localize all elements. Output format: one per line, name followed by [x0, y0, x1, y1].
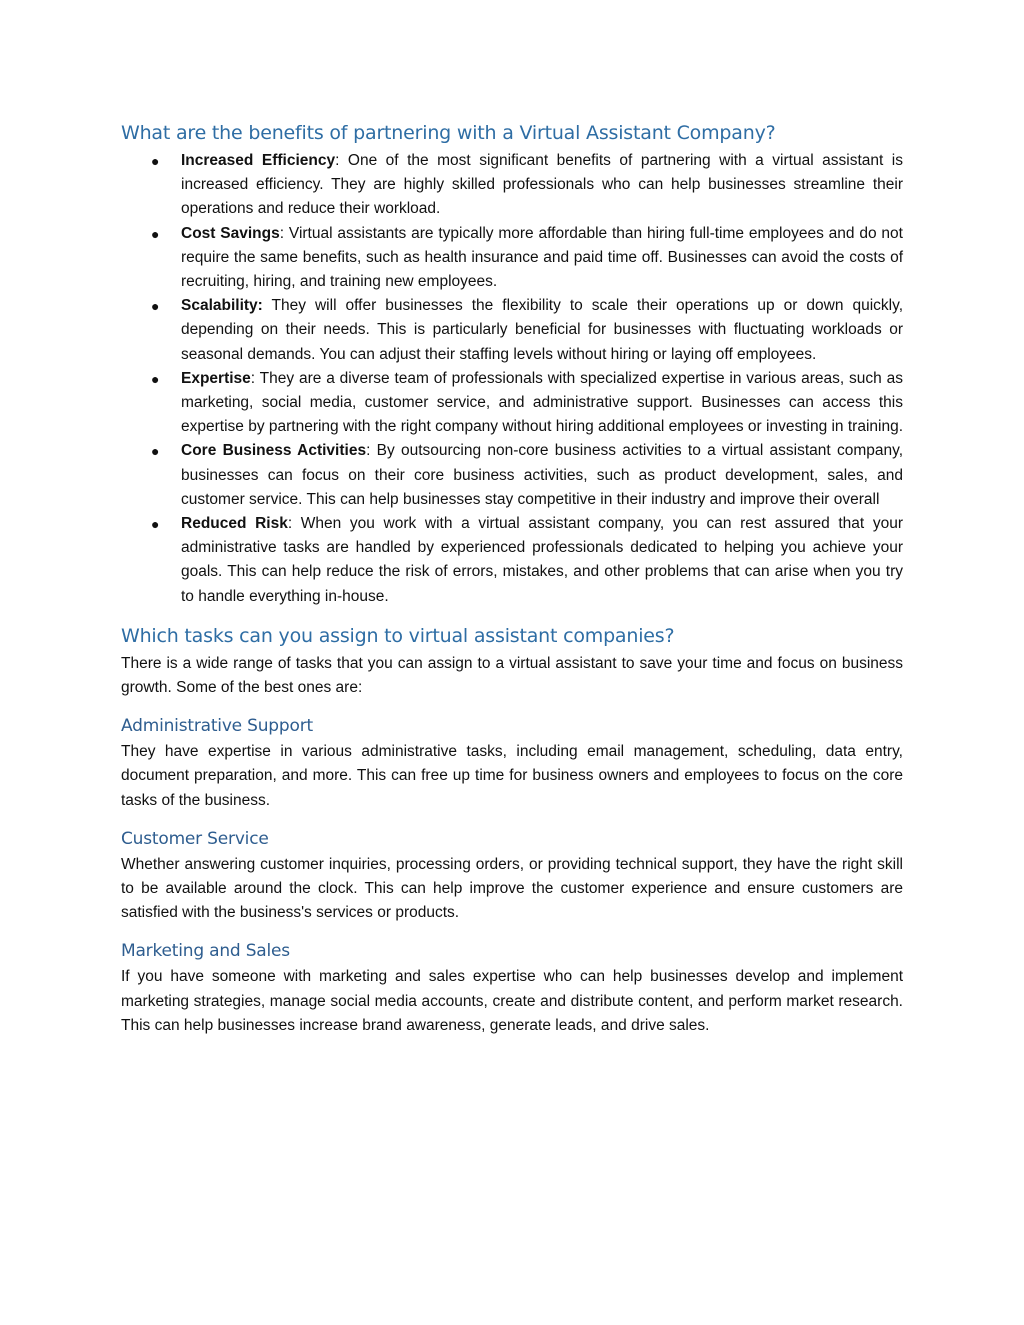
document-page — [121, 120, 903, 1052]
item-text: They will offer businesses the flexibility to scale their operations up or down quickly, depending on their needs. This is particularly beneficial for businesses with fluctuating workloads or seasonal demands. You can adjust their staffing levels without hiring or laying off employees. — [181, 297, 903, 363]
list-item — [121, 294, 903, 367]
subsection-heading: Marketing and Sales — [121, 941, 290, 962]
list-item: ● Expertise: They are a diverse team of professionals with specialized expertise in various areas, such as marketing, social media, customer service, and administrative support. Businesses can access this expertise by partnering with the right company without hiring additional employees or investing in training. — [121, 367, 903, 440]
list-item: ● Reduced Risk: When you work with a virtual assistant company, you can rest assured that your administrative tasks are handled by experienced professionals dedicated to helping you achieve your goals. This can help reduce the risk of errors, mistakes, and other problems that can arise when you try to handle everything in-house. — [121, 512, 903, 609]
item-text: Virtual assistants are typically more affordable than hiring full-time employees and do not require the same benefits, such as health insurance and paid time off. Businesses can avoid the costs of recruiting, hiring, and training new employees. — [181, 224, 903, 291]
item-title: Core Business Activities — [181, 442, 367, 460]
item-text: They are a diverse team of professionals with specialized expertise in various areas, such as marketing, social media, customer service, and administrative support. Businesses can access this expertise by partnering with the right company without hiring additional employees or investing in training. — [181, 369, 904, 436]
item-text: One of the most significant benefits of partnering with a virtual assistant is increased efficiency. They are highly skilled professionals who can help businesses streamline their operations and reduce their workload. — [181, 152, 903, 218]
item-title: Expertise — [181, 369, 251, 387]
list-item: ● Increased Efficiency: One of the most significant benefits of partnering with a virtual assistant is increased efficiency. They are highly skilled professionals who can help businesses streamline their operations and reduce their workload. — [121, 149, 903, 222]
subsection-administrative-support — [121, 714, 903, 813]
bullet-icon: ● — [151, 370, 160, 387]
item-title: Scalability: — [181, 297, 263, 315]
benefits-heading: What are the benefits of partnering with a Virtual Assistant Company? — [121, 122, 776, 144]
subsection-text: They have expertise in various administrative tasks, including email management, scheduling, data entry, document preparation, and more. This can free up time for business owners and employees to focus on the core tasks of the business. — [121, 743, 903, 809]
subsection-text: If you have someone with marketing and sales expertise who can help businesses develop and implement marketing strategies, manage social media accounts, create and distribute content, and perform market research. This can help businesses increase brand awareness, generate leads, and drive sales. — [121, 968, 903, 1034]
bullet-icon: ● — [151, 153, 160, 169]
subsection-heading: Customer Service — [121, 828, 269, 849]
item-title: Cost Savings — [181, 224, 280, 242]
bullet-icon: ● — [151, 516, 160, 533]
list-item: ● Cost Savings: Virtual assistants are typically more affordable than hiring full-time employees and do not require the same benefits, such as health insurance and paid time off. Businesses can avoid the costs of recruiting, hiring, and training new employees. — [121, 222, 903, 295]
subsection-heading: Administrative Support — [121, 716, 313, 737]
bullet-icon: ● — [151, 225, 160, 242]
benefits-list — [121, 149, 903, 609]
subsection-marketing-and-sales — [121, 939, 903, 1038]
subsection-customer-service — [121, 827, 903, 926]
list-item: ● Core Business Activities: By outsourcing non-core business activities to a virtual assistant company, businesses can focus on their core business activities, such as product development, sales, and customer service. This can help businesses stay competitive in their industry and improve their overall — [121, 439, 903, 512]
item-title: Increased Efficiency — [181, 152, 336, 169]
item-text: When you work with a virtual assistant company, you can rest assured that your administrative tasks are handled by experienced professionals dedicated to helping you achieve your goals. This can help reduce the risk of errors, mistakes, and other problems that can arise when you try to handle everything in-house. — [181, 515, 903, 605]
bullet-icon: ● — [151, 298, 160, 315]
item-title: Reduced Risk — [181, 515, 288, 533]
tasks-heading: Which tasks can you assign to virtual assistant companies? — [121, 624, 675, 647]
tasks-intro: There is a wide range of tasks that you can assign to a virtual assistant to save your time and focus on business growth. Some of the best ones are: — [121, 654, 903, 697]
bullet-icon: ● — [151, 443, 160, 460]
item-text: By outsourcing non-core business activities to a virtual assistant company, businesses can focus on their core business activities, such as product development, sales, and customer service. This can help businesses stay competitive in their industry and improve their overall — [181, 442, 903, 508]
subsection-text: Whether answering customer inquiries, processing orders, or providing technical support, they have the right skill to be available around the clock. This can help improve the customer experience and ensure customers are satisfied with the business's services or products. — [121, 855, 903, 922]
